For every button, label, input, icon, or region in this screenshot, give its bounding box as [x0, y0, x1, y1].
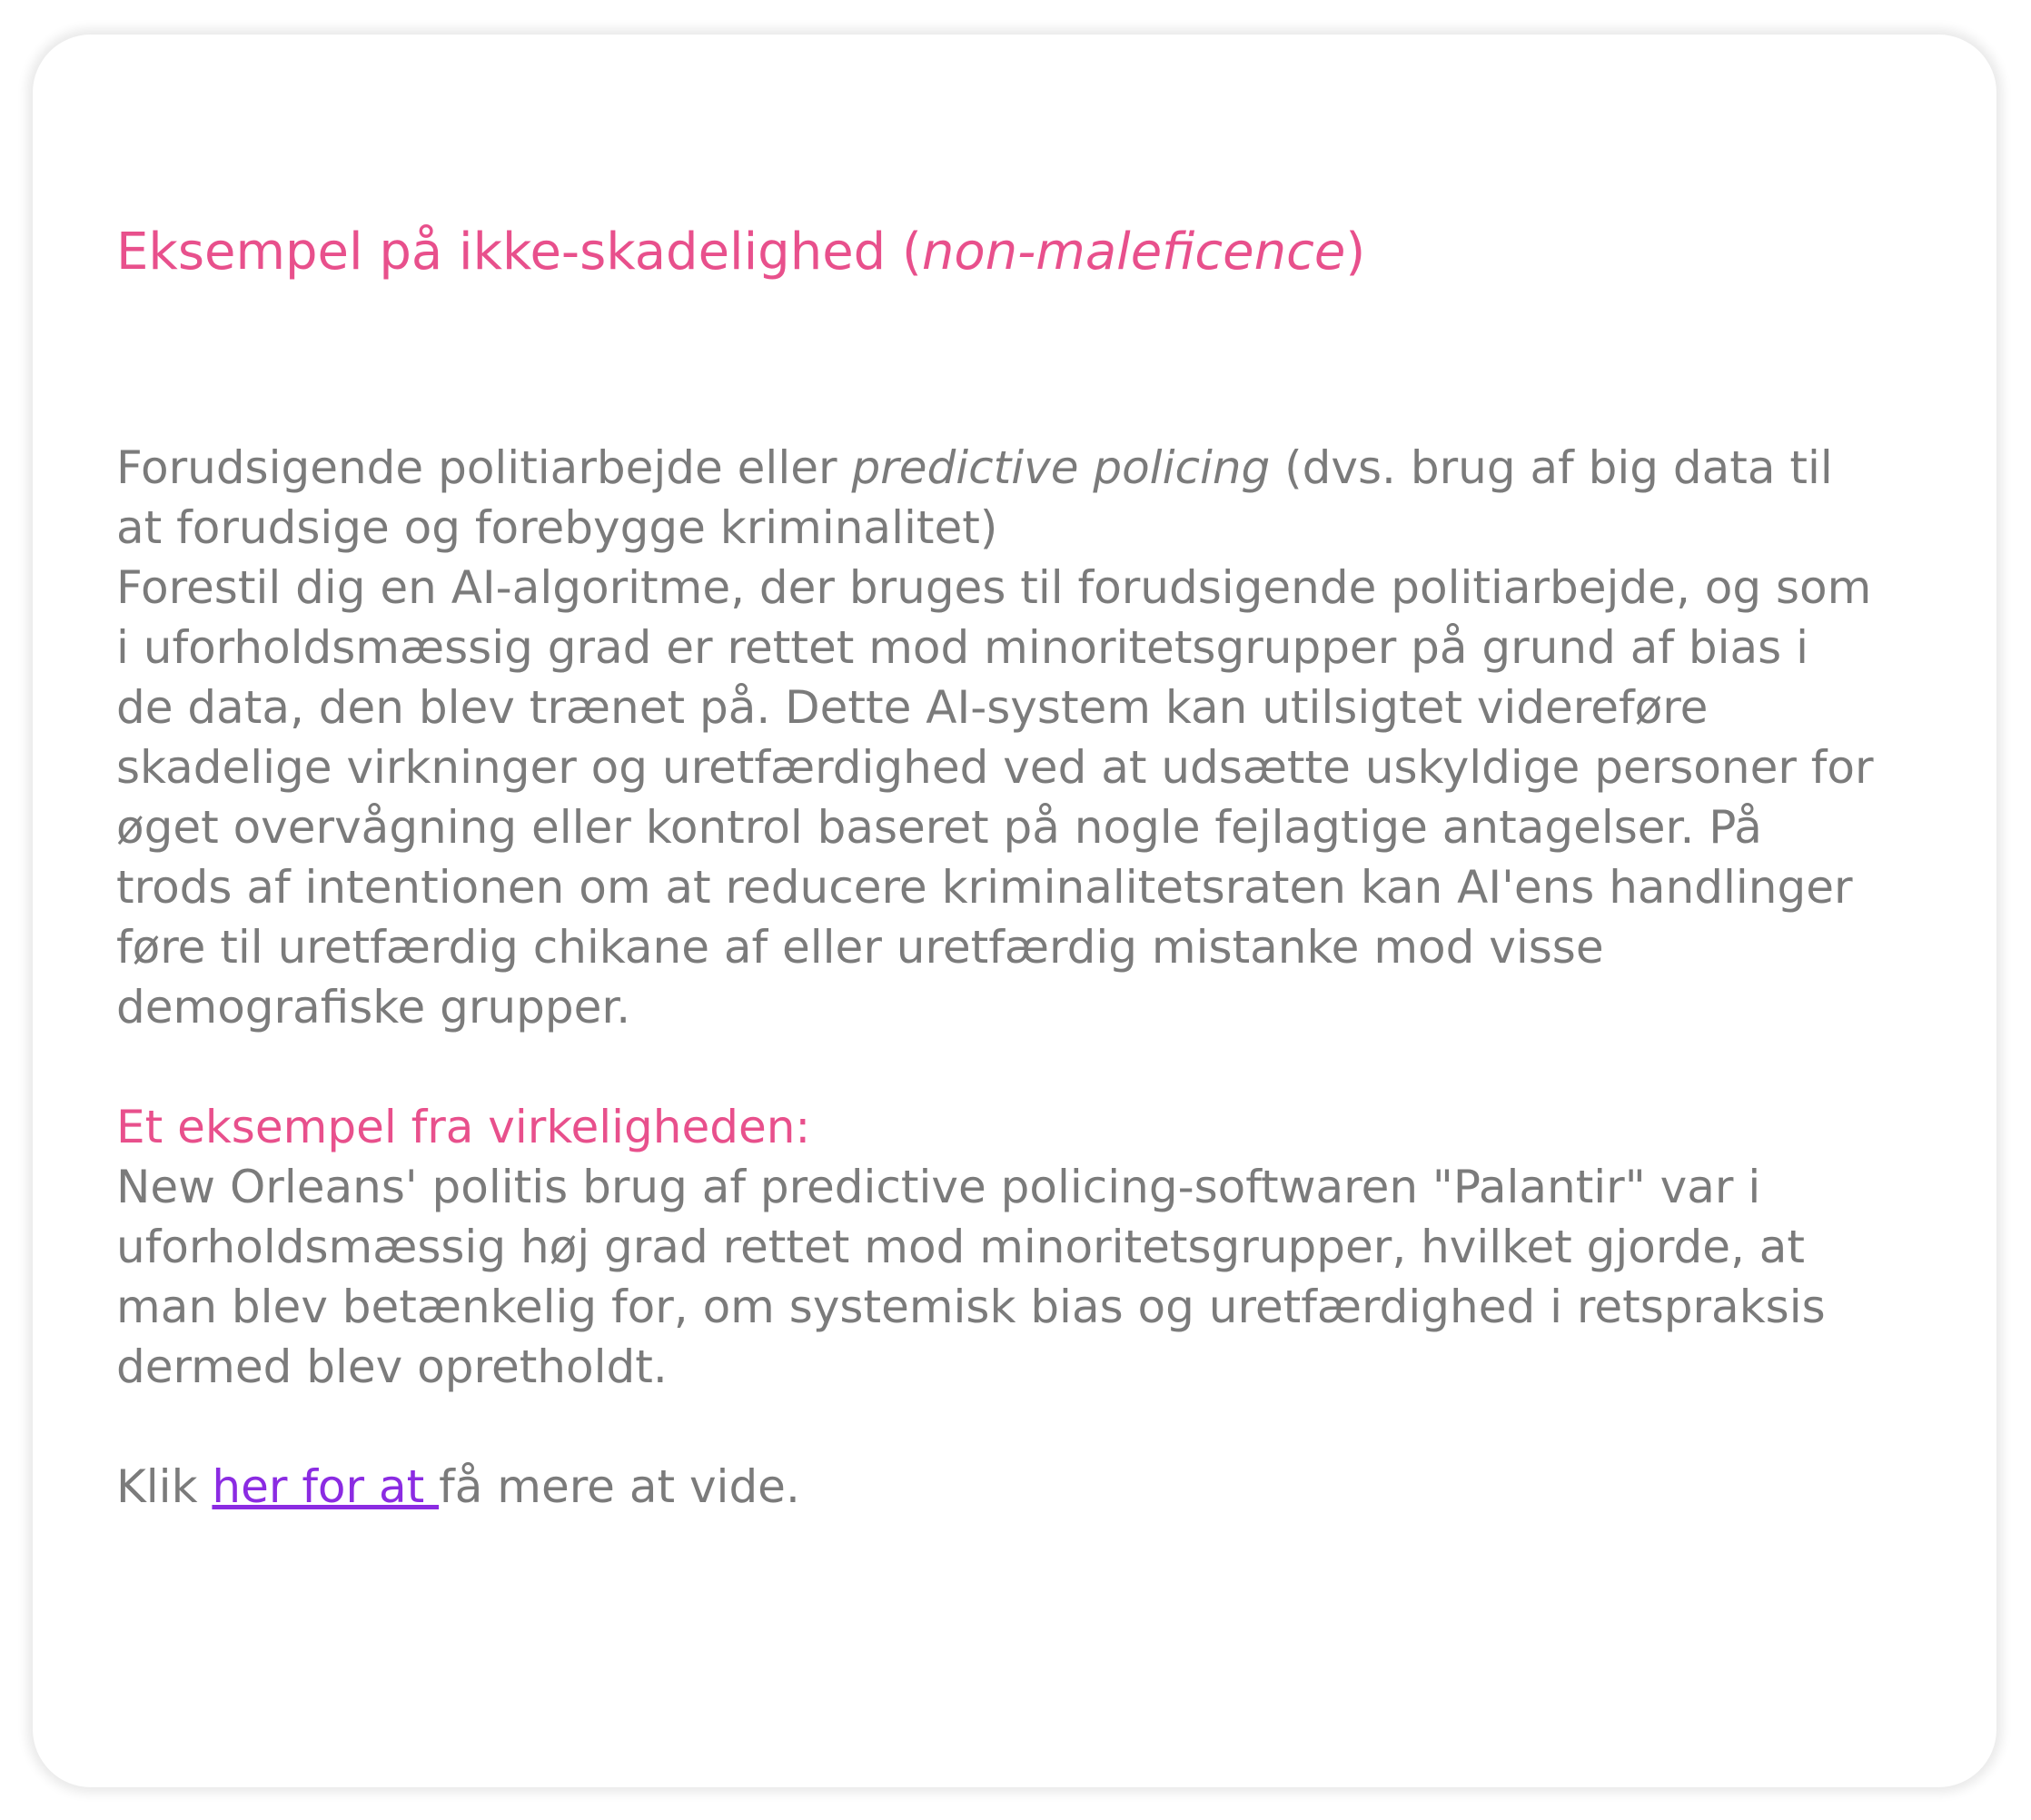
learn-more-prefix: Klik	[116, 1460, 213, 1513]
page-title	[116, 216, 1878, 289]
card-header	[116, 216, 1878, 289]
card-body	[116, 438, 1878, 1517]
scenario-paragraph: Forestil dig en AI-algoritme, der bruges til forudsigende politiarbejde, og som i uforholdsmæssig grad er rettet mod minoritetsgrupper på grund af bias i de data, den blev trænet på. Dette AI-system kan utilsigtet videreføre skadelige virkninger og uretfærdighed ved at udsætte uskyldige personer for øget overvågning eller kontrol baseret på nogle fejlagtige antagelser. På trods af intentionen om at reducere kriminalitetsraten kan AI'ens handlinger føre til uretfærdig chikane af eller uretfærdig mistanke mod visse demografiske grupper.	[116, 561, 1874, 1034]
intro-text-part2: (dvs. brug af big data til at forudsige og forebygge kriminalitet)	[116, 441, 1833, 554]
title-suffix: )	[1345, 223, 1366, 282]
learn-more-line	[116, 1457, 1878, 1517]
real-example-paragraph: New Orleans' politis brug af predictive policing-softwaren "Palantir" var i uforholdsmæssig høj grad rettet mod minoritetsgrupper, hvilket gjorde, at man blev betænkelig for, om systemisk bias og uretfærdighed i retspraksis dermed blev opretholdt.	[116, 1161, 1826, 1393]
intro-paragraph	[116, 438, 1878, 558]
paragraph-spacer	[116, 1037, 1878, 1097]
intro-text-part1: Forudsigende politiarbejde eller	[116, 441, 852, 494]
learn-more-suffix: få mere at vide.	[439, 1460, 800, 1513]
paragraph-spacer	[116, 1397, 1878, 1457]
intro-italic-term: predictive policing	[851, 441, 1271, 494]
title-prefix: Eksempel på ikke-skadelighed (	[116, 223, 922, 282]
real-example-heading: Et eksempel fra virkeligheden:	[116, 1101, 811, 1153]
title-italic-term: non-maleficence	[921, 223, 1346, 282]
learn-more-link[interactable]: her for at	[212, 1460, 440, 1513]
